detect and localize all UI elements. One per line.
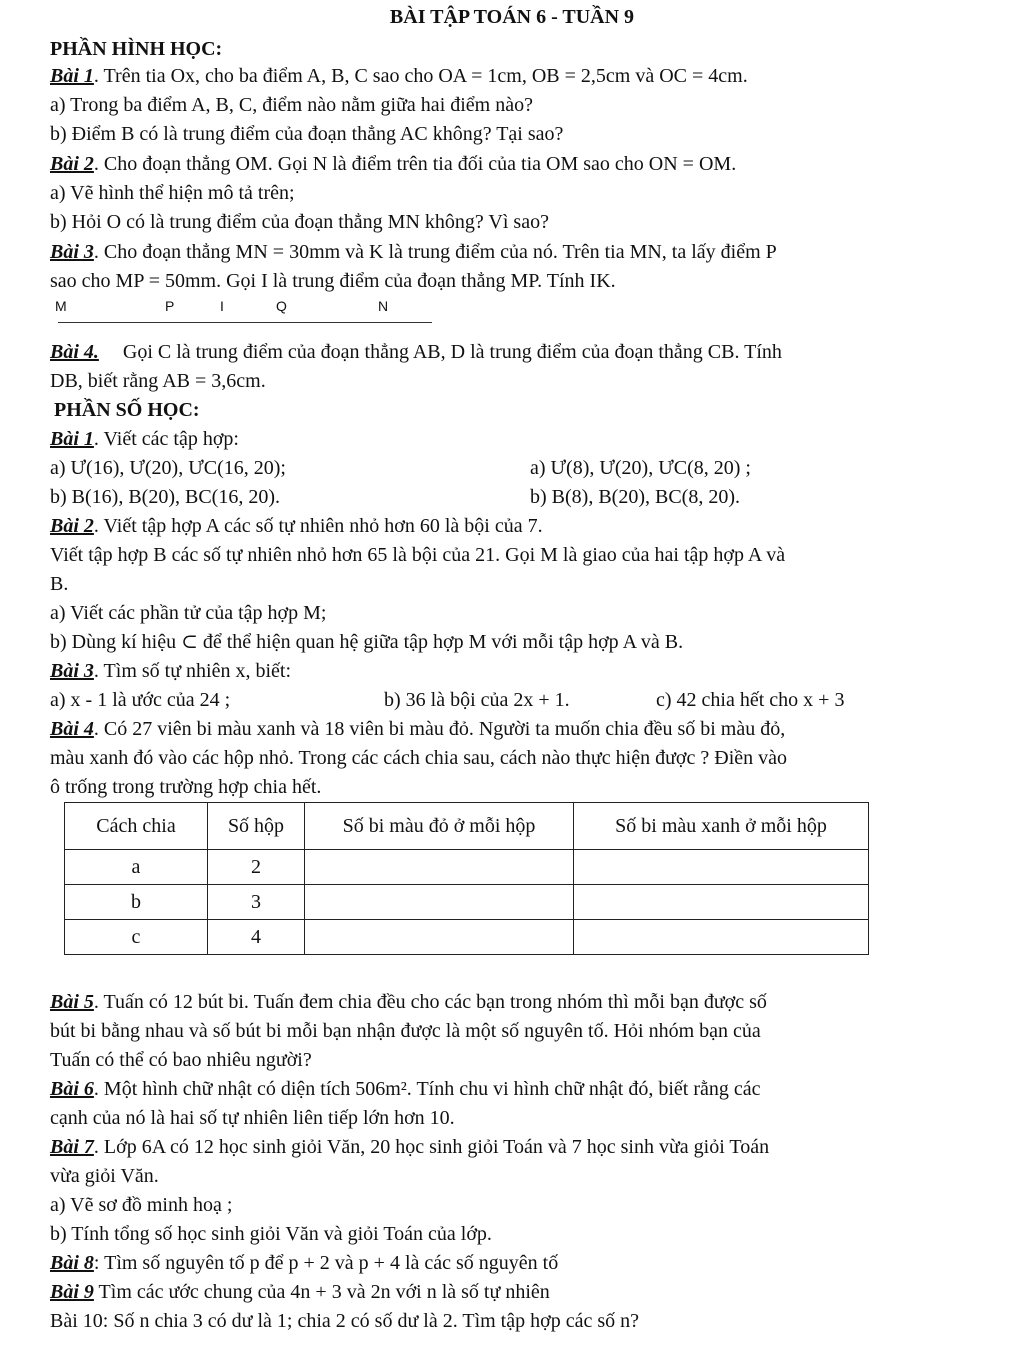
geo-exercise-2b: b) Hỏi O có là trung điểm của đoạn thẳng MN không? Vì sao? xyxy=(50,211,549,233)
exercise-text: . Viết các tập hợp: xyxy=(93,428,239,450)
exercise-label: Bài 2 xyxy=(50,515,94,537)
geo-exercise-4-cont: DB, biết rằng AB = 3,6cm. xyxy=(50,370,266,392)
point-label-q: Q xyxy=(276,298,287,314)
ari-exercise-1a-left: a) Ư(16), Ư(20), ƯC(16, 20); xyxy=(50,457,286,479)
arithmetic-heading: PHẦN SỐ HỌC: xyxy=(54,399,200,421)
geo-exercise-1b: b) Điểm B có là trung điểm của đoạn thẳng AC không? Tại sao? xyxy=(50,123,564,145)
ari-exercise-6-cont: cạnh của nó là hai số tự nhiên liên tiếp lớn hơn 10. xyxy=(50,1107,455,1129)
geo-exercise-1a: a) Trong ba điểm A, B, C, điểm nào nằm giữa hai điểm nào? xyxy=(50,94,533,116)
table-row xyxy=(65,885,869,920)
ari-exercise-4-cont: màu xanh đó vào các hộp nhỏ. Trong các cách chia sau, cách nào thực hiện được ? Điền vào xyxy=(50,747,788,769)
table-cell: b xyxy=(65,885,208,920)
ari-exercise-5 xyxy=(50,990,767,1014)
table-row xyxy=(65,850,869,885)
table-cell-blank xyxy=(574,885,869,920)
exercise-text: : Tìm số nguyên tố p để p + 2 và p + 4 là các số nguyên tố xyxy=(93,1252,559,1274)
table-cell-blank xyxy=(305,850,574,885)
table-header-cell: Số bi màu xanh ở mỗi hộp xyxy=(574,803,869,850)
ari-exercise-2 xyxy=(50,514,543,538)
table-cell: a xyxy=(65,850,208,885)
point-label-n: N xyxy=(378,298,389,314)
table-header-row xyxy=(65,803,869,850)
ari-exercise-6 xyxy=(50,1077,761,1101)
ari-exercise-2b: b) Dùng kí hiệu ⊂ để thể hiện quan hệ giữa tập hợp M với mỗi tập hợp A và B. xyxy=(50,631,684,653)
ari-exercise-5-cont: bút bi bằng nhau và số bút bi mỗi bạn nhận được là một số nguyên tố. Hỏi nhóm bạn của xyxy=(50,1020,761,1042)
exercise-label: Bài 4 xyxy=(50,718,94,740)
exercise-text: . Trên tia Ox, cho ba điểm A, B, C sao cho OA = 1cm, OB = 2,5cm và OC = 4cm. xyxy=(93,65,748,87)
page-title: BÀI TẬP TOÁN 6 - TUẦN 9 xyxy=(389,6,635,28)
exercise-text: . Viết tập hợp A các số tự nhiên nhỏ hơn 60 là bội của 7. xyxy=(93,515,543,537)
ari-exercise-4-cont2: ô trống trong trường hợp chia hết. xyxy=(50,776,322,798)
exercise-text: Gọi C là trung điểm của đoạn thẳng AB, D là trung điểm của đoạn thẳng CB. Tính xyxy=(122,341,782,363)
geometry-heading: PHẦN HÌNH HỌC: xyxy=(50,38,223,60)
point-label-p: P xyxy=(165,298,175,314)
exercise-label: Bài 1 xyxy=(50,65,94,87)
ari-exercise-2a: a) Viết các phần tử của tập hợp M; xyxy=(50,602,327,624)
ari-exercise-1b-left: b) B(16), B(20), BC(16, 20). xyxy=(50,486,280,508)
exercise-label: Bài 5 xyxy=(50,991,94,1013)
exercise-text: Tìm các ước chung của 4n + 3 và 2n với n là số tự nhiên xyxy=(93,1281,550,1303)
point-label-m: M xyxy=(55,298,67,314)
ari-exercise-3 xyxy=(50,659,291,683)
exercise-text: . Lớp 6A có 12 học sinh giỏi Văn, 20 học sinh giỏi Toán và 7 học sinh vừa giỏi Toán xyxy=(93,1136,770,1158)
geo-exercise-2 xyxy=(50,152,736,176)
geo-exercise-4 xyxy=(50,340,782,364)
table-header-cell: Cách chia xyxy=(65,803,208,850)
exercise-label: Bài 4. xyxy=(50,341,99,363)
ari-exercise-7a: a) Vẽ sơ đồ minh hoạ ; xyxy=(50,1194,233,1216)
segment-figure xyxy=(50,298,390,328)
table-cell-blank xyxy=(574,920,869,955)
exercise-label: Bài 6 xyxy=(50,1078,94,1100)
segment-line xyxy=(58,322,432,323)
ari-exercise-1 xyxy=(50,427,239,451)
exercise-text: . Tìm số tự nhiên x, biết: xyxy=(93,660,292,682)
table-cell-blank xyxy=(574,850,869,885)
table-header-cell: Số bi màu đỏ ở mỗi hộp xyxy=(305,803,574,850)
ari-exercise-3c: c) 42 chia hết cho x + 3 xyxy=(656,689,845,711)
ari-exercise-2-cont: Viết tập hợp B các số tự nhiên nhỏ hơn 65 là bội của 21. Gọi M là giao của hai tập hợp A và xyxy=(50,544,786,566)
ari-exercise-10: Bài 10: Số n chia 3 có dư là 1; chia 2 có số dư là 2. Tìm tập hợp các số n? xyxy=(50,1310,639,1332)
table-cell-blank xyxy=(305,920,574,955)
exercise-label: Bài 3 xyxy=(50,660,94,682)
table-cell: 4 xyxy=(208,920,305,955)
ari-exercise-2-cont2: B. xyxy=(50,573,69,595)
geo-exercise-1 xyxy=(50,64,748,88)
exercise-label: Bài 7 xyxy=(50,1136,94,1158)
ari-exercise-9 xyxy=(50,1280,550,1304)
exercise-label: Bài 8 xyxy=(50,1252,94,1274)
table-cell: 2 xyxy=(208,850,305,885)
geo-exercise-2a: a) Vẽ hình thể hiện mô tả trên; xyxy=(50,182,295,204)
exercise-label: Bài 2 xyxy=(50,153,94,175)
exercise-text: . Tuấn có 12 bút bi. Tuấn đem chia đều cho các bạn trong nhóm thì mỗi bạn được số xyxy=(93,991,767,1013)
ari-exercise-3a: a) x - 1 là ước của 24 ; xyxy=(50,689,231,711)
table-row xyxy=(65,920,869,955)
table-cell: c xyxy=(65,920,208,955)
exercise-label: Bài 1 xyxy=(50,428,94,450)
exercise-text: . Có 27 viên bi màu xanh và 18 viên bi màu đỏ. Người ta muốn chia đều số bi màu đỏ, xyxy=(93,718,786,740)
geo-exercise-3 xyxy=(50,240,777,264)
point-label-i: I xyxy=(220,298,224,314)
ari-exercise-5-cont2: Tuấn có thể có bao nhiêu người? xyxy=(50,1049,312,1071)
exercise-text: . Cho đoạn thẳng OM. Gọi N là điểm trên tia đối của tia OM sao cho ON = OM. xyxy=(93,153,737,175)
table-cell: 3 xyxy=(208,885,305,920)
exercise-text: . Cho đoạn thẳng MN = 30mm và K là trung điểm của nó. Trên tia MN, ta lấy điểm P xyxy=(93,241,777,263)
ari-exercise-8 xyxy=(50,1251,558,1275)
ari-exercise-4 xyxy=(50,717,785,741)
table-cell-blank xyxy=(305,885,574,920)
ari-exercise-1b-right: b) B(8), B(20), BC(8, 20). xyxy=(530,486,740,508)
division-table xyxy=(64,802,869,955)
ari-exercise-7b: b) Tính tổng số học sinh giỏi Văn và giỏi Toán của lớp. xyxy=(50,1223,492,1245)
ari-exercise-1a-right: a) Ư(8), Ư(20), ƯC(8, 20) ; xyxy=(530,457,751,479)
ari-exercise-3b: b) 36 là bội của 2x + 1. xyxy=(384,689,570,711)
ari-exercise-7 xyxy=(50,1135,769,1159)
exercise-label: Bài 3 xyxy=(50,241,94,263)
table-header-cell: Số hộp xyxy=(208,803,305,850)
exercise-label: Bài 9 xyxy=(50,1281,94,1303)
exercise-text: . Một hình chữ nhật có diện tích 506m². Tính chu vi hình chữ nhật đó, biết rằng các xyxy=(93,1078,761,1100)
ari-exercise-7-cont: vừa giỏi Văn. xyxy=(50,1165,159,1187)
geo-exercise-3-cont: sao cho MP = 50mm. Gọi I là trung điểm của đoạn thẳng MP. Tính IK. xyxy=(50,270,616,292)
